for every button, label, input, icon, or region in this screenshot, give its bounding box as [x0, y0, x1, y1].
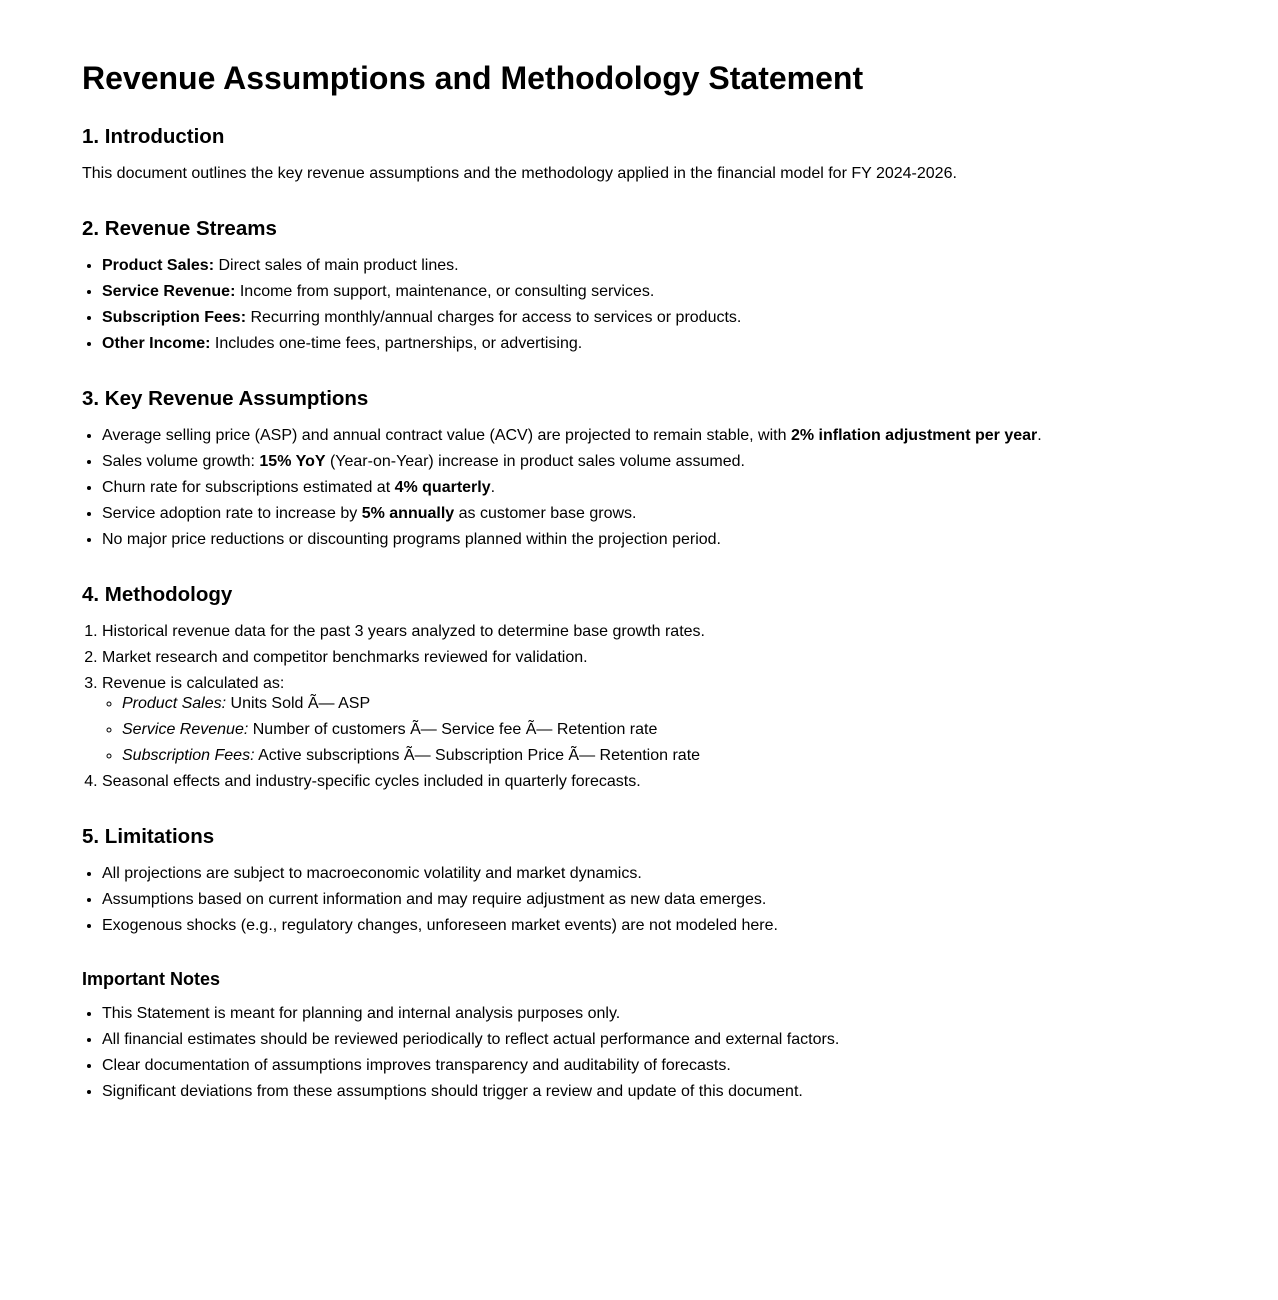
- item-label: Subscription Fees:: [102, 309, 247, 326]
- page-title: Revenue Assumptions and Methodology Statement: [82, 60, 864, 96]
- item-text: Recurring monthly/annual charges for access to services or products.: [246, 309, 742, 326]
- item-text: .: [1037, 427, 1042, 444]
- formula-text: Number of customers Ã— Service fee Ã— Retention rate: [248, 721, 658, 738]
- item-text: .: [490, 479, 496, 496]
- item-label: Service Revenue:: [102, 283, 236, 300]
- list-item: 1. Historical revenue data for the past 3 years analyzed to determine base growth rates.: [102, 622, 1196, 642]
- formula-text: Units Sold Ã— ASP: [226, 695, 371, 712]
- formula-label: Service Revenue:: [122, 721, 249, 738]
- item-text: Churn rate for subscriptions estimated at: [102, 479, 395, 496]
- item-emphasis: 15% YoY: [259, 453, 326, 470]
- item-text: Sales volume growth:: [102, 453, 260, 470]
- formula-label: Subscription Fees:: [122, 747, 255, 764]
- key-assumptions-heading: 3. Key Revenue Assumptions: [82, 387, 369, 410]
- item-emphasis: 2% inflation adjustment per year: [790, 427, 1038, 444]
- methodology-heading: 4. Methodology: [82, 583, 233, 606]
- list-item: [102, 282, 1196, 302]
- list-item: [102, 674, 1196, 766]
- item-text: as customer base grows.: [454, 505, 637, 522]
- list-item: • Exogenous shocks (e.g., regulatory changes, unforeseen market events) are not modeled here.: [102, 916, 1196, 936]
- item-text: Revenue is calculated as:: [102, 675, 285, 692]
- formula-list: [102, 694, 1196, 766]
- list-item: 4. Seasonal effects and industry-specific cycles included in quarterly forecasts.: [102, 772, 1196, 792]
- item-text: Income from support, maintenance, or consulting services.: [235, 283, 655, 300]
- key-assumptions-section: [82, 386, 1196, 550]
- list-item: [102, 530, 1196, 550]
- item-emphasis: 4% quarterly: [394, 479, 491, 496]
- list-item: • Significant deviations from these assumptions should trigger a review and update of this document.: [102, 1082, 1196, 1102]
- formula-item: [122, 720, 1196, 740]
- list-item: • All financial estimates should be reviewed periodically to reflect actual performance and external factors.: [102, 1030, 1196, 1050]
- revenue-streams-section: [82, 216, 1196, 354]
- list-item: 2. Market research and competitor benchmarks reviewed for validation.: [102, 648, 1196, 668]
- item-text: Includes one-time fees, partnerships, or advertising.: [210, 335, 583, 352]
- list-item: • Assumptions based on current information and may require adjustment as new data emerges.: [102, 890, 1196, 910]
- item-text: Service adoption rate to increase by: [102, 505, 362, 522]
- list-item: • All projections are subject to macroeconomic volatility and market dynamics.: [102, 864, 1196, 884]
- list-item: [102, 256, 1196, 276]
- item-text: No major price reductions or discounting programs planned within the projection period.: [102, 531, 721, 548]
- important-notes-list: [82, 1004, 1196, 1102]
- revenue-streams-heading: 2. Revenue Streams: [82, 217, 277, 240]
- list-item: [102, 452, 1196, 472]
- formula-item: [122, 694, 1196, 714]
- item-text: (Year-on-Year) increase in product sales volume assumed.: [325, 453, 745, 470]
- introduction-text: This document outlines the key revenue assumptions and the methodology applied in the financial model for FY 2024-2026.: [82, 165, 957, 182]
- list-item: • Clear documentation of assumptions improves transparency and auditability of forecasts.: [102, 1056, 1196, 1076]
- revenue-streams-list: [82, 256, 1196, 354]
- key-assumptions-list: [82, 426, 1196, 550]
- methodology-section: [82, 582, 1196, 792]
- limitations-heading: 5. Limitations: [82, 825, 215, 848]
- item-label: Other Income:: [102, 335, 211, 352]
- list-item: [102, 334, 1196, 354]
- item-text: Average selling price (ASP) and annual contract value (ACV) are projected to remain stable, with: [102, 427, 791, 444]
- introduction-heading: 1. Introduction: [82, 125, 225, 148]
- item-emphasis: 5% annually: [361, 505, 455, 522]
- important-notes-heading: Important Notes: [82, 969, 221, 989]
- list-item: [102, 478, 1196, 498]
- limitations-list: [82, 864, 1196, 936]
- important-notes-section: [82, 968, 1196, 1102]
- formula-item: [122, 746, 1196, 766]
- list-item: [102, 308, 1196, 328]
- list-item: [102, 426, 1196, 446]
- formula-label: Product Sales:: [122, 695, 227, 712]
- item-text: Direct sales of main product lines.: [214, 257, 459, 274]
- methodology-list: [82, 622, 1196, 792]
- list-item: • This Statement is meant for planning and internal analysis purposes only.: [102, 1004, 1196, 1024]
- introduction-section: [82, 124, 1196, 184]
- item-label: Product Sales:: [102, 257, 215, 274]
- formula-text: Active subscriptions Ã— Subscription Price Ã— Retention rate: [254, 747, 701, 764]
- list-item: [102, 504, 1196, 524]
- limitations-section: [82, 824, 1196, 936]
